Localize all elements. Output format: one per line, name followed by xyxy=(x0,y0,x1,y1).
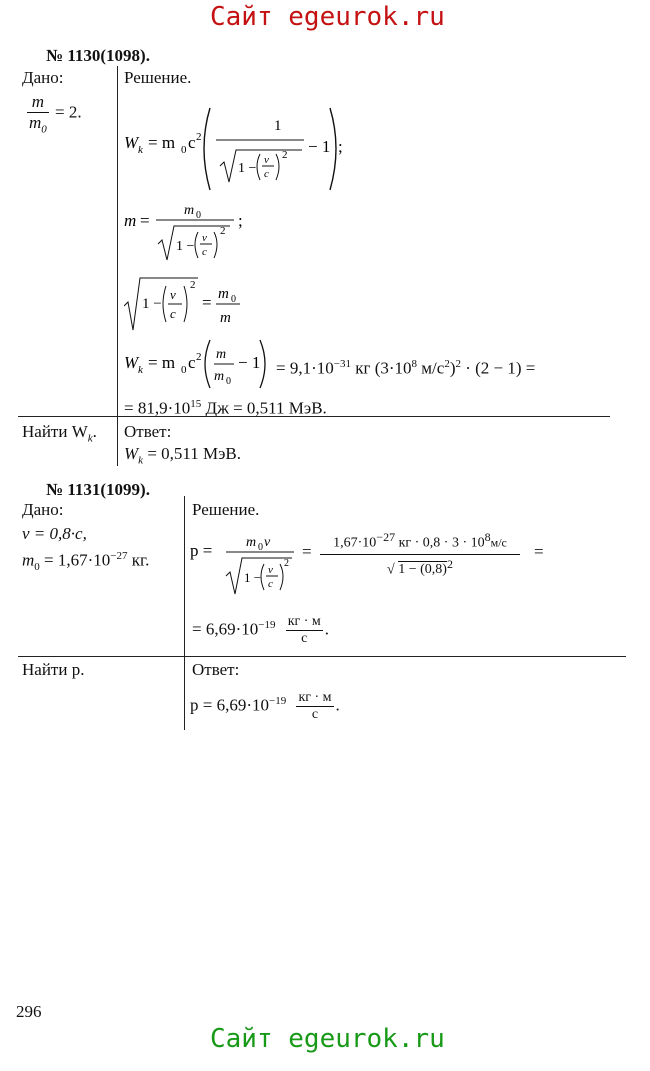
problem-1130-given: $\frac{m}{m_0}$ = 2. xyxy=(29,92,82,135)
problem-1130-answer: $W_k = 0,511$ МэВ. xyxy=(124,444,242,467)
problem-1130-number: № 1130(1098). xyxy=(46,46,150,65)
equation-wk-numeric-value: = $9,1\cdot 10^{-31}$ кг ($3\cdot 10^8$ $м/с^2)^2 \cdot (2 - 1)$ = xyxy=(276,358,536,378)
svg-text:1: 1 xyxy=(274,118,282,134)
svg-text:k: k xyxy=(138,144,143,156)
problem-1130-solution-label: Решение. xyxy=(124,68,192,87)
svg-text:v: v xyxy=(264,154,269,166)
svg-text:c: c xyxy=(188,353,196,372)
equation-momentum-numeric: $1,67\cdot 10^{-27}$ кг · $0,8 \cdot 3 \cdot 10^8м/с$ √ $1 - (0,8)^2$ xyxy=(320,530,520,578)
svg-text:2: 2 xyxy=(196,131,202,143)
svg-text:c: c xyxy=(264,168,269,180)
svg-text:− 1: − 1 xyxy=(238,353,261,372)
svg-text:1 −: 1 − xyxy=(244,570,262,585)
svg-text:=: = xyxy=(202,293,212,312)
problem-1130-find: Найти $W_k$. xyxy=(22,422,97,445)
problem-1131-separator xyxy=(18,656,626,657)
svg-text:v: v xyxy=(264,535,271,550)
equation-mass-formula xyxy=(124,198,254,268)
equation-mass xyxy=(124,198,254,273)
problem-1131-number: № 1131(1099). xyxy=(46,480,150,499)
svg-text:− 1: − 1 xyxy=(308,137,331,156)
problem-1131-find: Найти p. xyxy=(22,660,85,679)
watermark-top: Сайт egeurok.ru xyxy=(210,2,445,32)
svg-text:v: v xyxy=(202,232,207,244)
problem-1130-answer-label: Ответ: xyxy=(124,422,172,441)
svg-text:0: 0 xyxy=(231,294,236,305)
svg-text:m: m xyxy=(246,535,257,550)
equation-wk-definition-formula xyxy=(124,100,344,196)
svg-text:c: c xyxy=(202,246,207,258)
equation-wk-result: = $81,9\cdot 10^{15}$ Дж = 0,511 МэВ. xyxy=(124,398,327,418)
equation-wk-numeric-formula xyxy=(124,336,274,392)
svg-text:= m: = m xyxy=(148,133,176,152)
problem-1131-solution-label: Решение. xyxy=(192,500,260,519)
equals-sign-2: = xyxy=(534,542,544,561)
problem-1130-divider xyxy=(117,66,118,466)
svg-text:W: W xyxy=(124,353,139,372)
equation-momentum-result: = $6,69\cdot 10^{-19}$ $\frac{кг \cdot м}{с}$ . xyxy=(192,614,330,647)
svg-text:v: v xyxy=(170,287,176,302)
problem-1131-given-m0: $m_0 = 1,67\cdot 10^{-27}$ кг. xyxy=(22,550,150,574)
svg-text:=: = xyxy=(140,211,150,230)
svg-text:2: 2 xyxy=(190,279,196,291)
svg-text:m: m xyxy=(218,286,229,302)
svg-text:c: c xyxy=(170,306,176,321)
svg-text:m: m xyxy=(124,211,137,230)
svg-text:m: m xyxy=(216,347,227,362)
svg-text:0: 0 xyxy=(181,144,187,156)
svg-text:2: 2 xyxy=(196,351,202,363)
equals-sign-1: = xyxy=(302,542,312,561)
svg-text:0: 0 xyxy=(226,376,231,387)
svg-text:2: 2 xyxy=(282,149,288,161)
svg-text:p =: p = xyxy=(190,541,213,560)
watermark-bottom: Сайт egeurok.ru xyxy=(210,1024,445,1054)
svg-text:W: W xyxy=(124,133,139,152)
problem-1130-given-label: Дано: xyxy=(22,68,64,87)
svg-text:c: c xyxy=(268,578,273,590)
svg-text:0: 0 xyxy=(196,210,201,221)
svg-text:0: 0 xyxy=(181,364,187,376)
svg-text:;: ; xyxy=(238,211,243,230)
problem-1131-given-v: v = 0,8·c, xyxy=(22,524,87,543)
svg-text:= m: = m xyxy=(148,353,176,372)
svg-text:;: ; xyxy=(338,137,343,156)
svg-text:v: v xyxy=(268,564,273,576)
problem-1131-answer-label: Ответ: xyxy=(192,660,240,679)
page-number: 296 xyxy=(16,1002,42,1021)
problem-1131-divider xyxy=(184,496,185,730)
svg-text:m: m xyxy=(220,310,231,326)
svg-text:1 −: 1 − xyxy=(238,161,257,176)
svg-text:c: c xyxy=(188,133,196,152)
equation-wk-definition xyxy=(124,100,344,196)
svg-text:2: 2 xyxy=(220,225,226,237)
problem-1131-given-label: Дано: xyxy=(22,500,64,519)
equation-wk-numeric xyxy=(124,336,274,392)
problem-1131-answer: $p = 6,69\cdot 10^{-19}$ $\frac{кг \cdot м}{с}$ . xyxy=(190,690,340,723)
svg-text:m: m xyxy=(214,369,225,384)
svg-text:m: m xyxy=(184,203,195,218)
equation-momentum-formula xyxy=(190,528,300,600)
svg-text:1 −: 1 − xyxy=(142,296,162,312)
equation-sqrt-ratio xyxy=(124,272,254,341)
equation-sqrt-ratio-formula xyxy=(124,272,254,336)
svg-text:k: k xyxy=(138,364,143,376)
svg-text:2: 2 xyxy=(284,558,289,569)
svg-text:1 −: 1 − xyxy=(176,239,195,254)
svg-text:0: 0 xyxy=(258,542,263,553)
equation-momentum xyxy=(190,528,300,605)
